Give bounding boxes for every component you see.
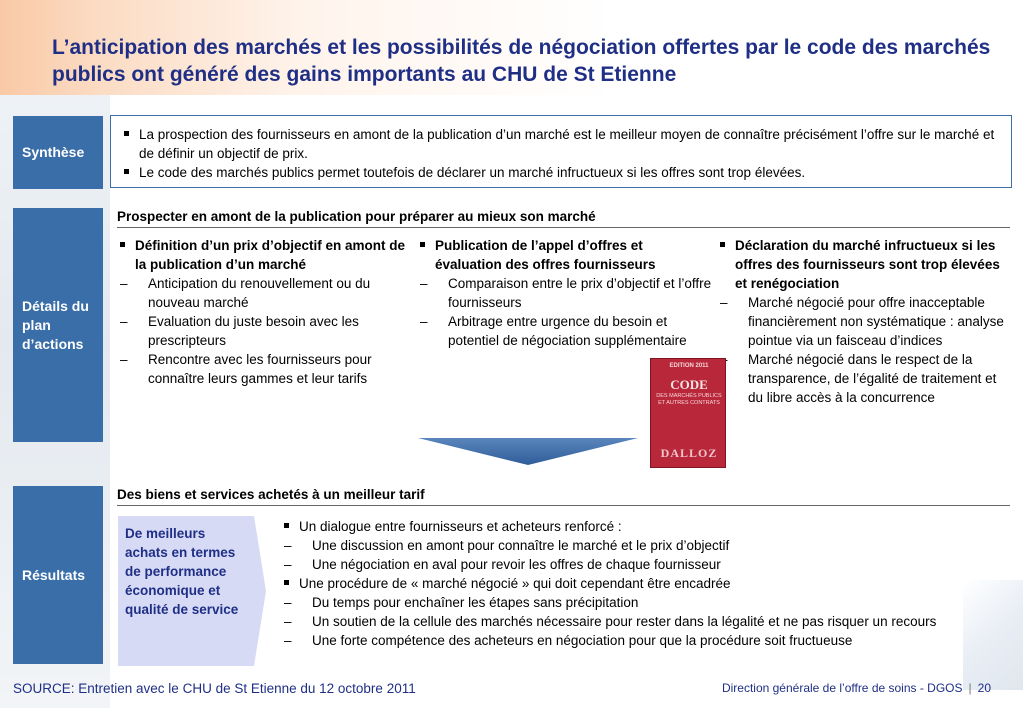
- section-label-synthese: Synthèse: [13, 116, 103, 189]
- callout-text: De meilleurs achats en termes de performance économique et qualité de service: [125, 526, 239, 617]
- details-column-1: [117, 236, 410, 388]
- resultats-heading: Des biens et services achetés à un meilleur tarif: [117, 486, 1010, 506]
- column-item: – Rencontre avec les fournisseurs pour connaître leurs gammes et leur tarifs: [117, 350, 410, 388]
- footer-info: [722, 681, 991, 695]
- footer-separator: |: [968, 681, 972, 695]
- details-column-3: [717, 236, 1010, 407]
- resultats-bullet: Un dialogue entre fournisseurs et acheteurs renforcé :: [281, 517, 1011, 536]
- column-item: – Arbitrage entre urgence du besoin et potentiel de négociation supplémentaire: [417, 312, 713, 350]
- details-heading: Prospecter en amont de la publication pour préparer au mieux son marché: [117, 208, 1010, 228]
- synthese-box: [110, 115, 1012, 188]
- book-code: CODE: [670, 377, 708, 392]
- resultats-item: – Une discussion en amont pour connaître le marché et le prix d’objectif: [281, 536, 1011, 555]
- column-title: Déclaration du marché infructueux si les offres des fournisseurs sont trop élevées et renégociation: [717, 236, 1010, 293]
- section-label-details: Détails du plan d’actions: [13, 208, 103, 442]
- resultats-bullet: Une procédure de « marché négocié » qui doit cependant être encadrée: [281, 574, 1011, 593]
- column-item: – Anticipation du renouvellement ou du nouveau marché: [117, 274, 410, 312]
- resultats-item: – Une forte compétence des acheteurs en négociation pour que la procédure soit fructueuse: [281, 631, 1011, 650]
- column-item: – Comparaison entre le prix d’objectif et l’offre fournisseurs: [417, 274, 713, 312]
- details-column-2: [417, 236, 713, 350]
- book-edition: EDITION 2011: [669, 363, 709, 369]
- footer-source: SOURCE: Entretien avec le CHU de St Etienne du 12 octobre 2011: [13, 681, 416, 696]
- column-item: – Marché négocié dans le respect de la transparence, de l’égalité de traitement et du libre accès à la concurrence: [717, 350, 1010, 407]
- synthese-bullet: Le code des marchés publics permet toutefois de déclarer un marché infructueux si les offres sont trop élevées.: [121, 163, 1001, 182]
- resultats-list: [281, 517, 1011, 650]
- resultats-item: – Du temps pour enchaîner les étapes sans précipitation: [281, 593, 1011, 612]
- arrow-down-icon: [418, 438, 638, 466]
- column-item: – Evaluation du juste besoin avec les prescripteurs: [117, 312, 410, 350]
- resultats-callout: [118, 516, 266, 666]
- column-title: Publication de l’appel d’offres et évaluation des offres fournisseurs: [417, 236, 713, 274]
- footer-org: Direction générale de l’offre de soins - DGOS: [721, 681, 963, 695]
- book-subtitle: DES MARCHÉS PUBLICS ET AUTRES CONTRATS: [656, 393, 722, 406]
- resultats-item: – Une négociation en aval pour revoir les offres de chaque fournisseur: [281, 555, 1011, 574]
- book-publisher: DALLOZ: [660, 446, 718, 460]
- page-title: L’anticipation des marchés et les possibilités de négociation offertes par le code des marchés publics ont généré des gains importants au CHU de St Etienne: [52, 36, 991, 86]
- synthese-bullet: La prospection des fournisseurs en amont de la publication d’un marché est le meilleur moyen de connaître précisément l’offre sur le marché et de définir un objectif de prix.: [121, 125, 1001, 163]
- page-number: 20: [977, 681, 991, 695]
- code-book-image: [650, 358, 726, 468]
- column-title: Définition d’un prix d’objectif en amont de la publication d’un marché: [117, 236, 410, 274]
- resultats-item: – Un soutien de la cellule des marchés nécessaire pour rester dans la légalité et ne pas risquer un recours: [281, 612, 1011, 631]
- column-item: – Marché négocié pour offre inacceptable financièrement non systématique : analyse pointue via un faisceau d’indices: [717, 293, 1010, 350]
- synthese-list: [111, 116, 1011, 182]
- section-label-resultats: Résultats: [13, 486, 103, 664]
